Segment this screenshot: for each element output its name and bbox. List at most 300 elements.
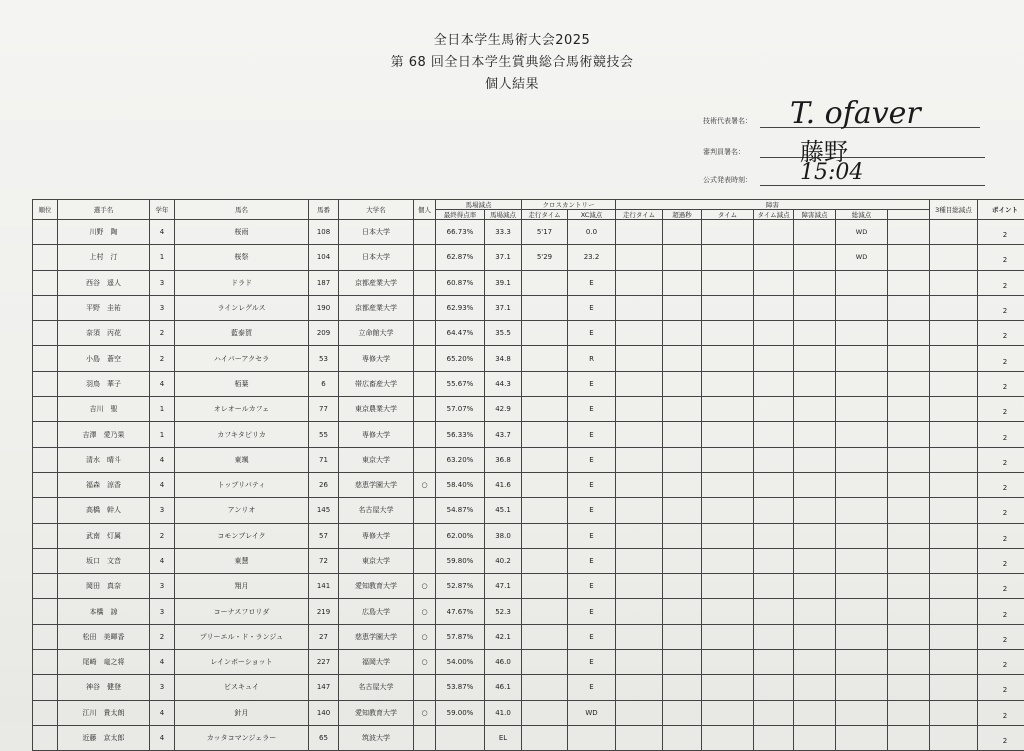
dressage-penalty-cell: 36.8 (485, 447, 522, 472)
jump-over-cell (663, 599, 702, 624)
university-cell: 東京大学 (339, 447, 414, 472)
xc-penalty-cell: E (568, 650, 616, 675)
individual-cell (414, 548, 436, 573)
jump-total-cell (836, 624, 888, 649)
number-cell: 55 (309, 422, 339, 447)
dressage-penalty-cell: 45.1 (485, 498, 522, 523)
jump-time-cell (616, 574, 663, 599)
jump-time-pen-cell (702, 270, 754, 295)
jump-time-cell (616, 599, 663, 624)
jump-time-penalty-cell (754, 498, 794, 523)
jump-time-pen-cell (702, 397, 754, 422)
xc-penalty-cell: E (568, 574, 616, 599)
jump-obstacle-penalty-cell (794, 371, 836, 396)
header-jumping: 障害 (616, 200, 930, 210)
jump-time-penalty-cell (754, 650, 794, 675)
jump-time-pen-cell (702, 675, 754, 700)
competition-title: 第 68 回全日本学生賞典総合馬術競技会 (0, 52, 1024, 74)
dressage-penalty-cell: 43.7 (485, 422, 522, 447)
table-row (33, 371, 1024, 396)
jump-obstacle-penalty-cell (794, 599, 836, 624)
year-cell: 3 (150, 295, 175, 320)
jump-time-pen-cell (702, 624, 754, 649)
year-cell: 4 (150, 371, 175, 396)
dressage-final-cell: 47.67% (436, 599, 485, 624)
xc-penalty-cell: E (568, 447, 616, 472)
points-cell: 2 (978, 650, 1024, 675)
jump-time-cell (616, 220, 663, 245)
jump-obstacle-penalty-cell (794, 270, 836, 295)
table-row (33, 599, 1024, 624)
jump-total-cell (836, 295, 888, 320)
horse-cell: コーナスフロリダ (175, 599, 309, 624)
table-header (33, 200, 1024, 220)
points-cell: 2 (978, 220, 1024, 245)
table-row (33, 574, 1024, 599)
individual-cell (414, 675, 436, 700)
university-cell: 専修大学 (339, 346, 414, 371)
xc-time-cell (522, 498, 568, 523)
horse-cell: ドラド (175, 270, 309, 295)
number-cell: 187 (309, 270, 339, 295)
dressage-final-cell: 62.93% (436, 295, 485, 320)
total-cell (930, 447, 978, 472)
jump-blank-cell (888, 650, 930, 675)
jump-blank-cell (888, 447, 930, 472)
individual-cell (414, 523, 436, 548)
jump-obstacle-penalty-cell (794, 650, 836, 675)
table-row (33, 270, 1024, 295)
xc-penalty-cell (568, 725, 616, 750)
rank-cell (33, 675, 58, 700)
year-cell: 4 (150, 220, 175, 245)
number-cell: 6 (309, 371, 339, 396)
jump-time-penalty-cell (754, 599, 794, 624)
header-university: 大学名 (339, 200, 414, 220)
rank-cell (33, 295, 58, 320)
horse-cell: アンリオ (175, 498, 309, 523)
rider-cell: 平野 圭祐 (58, 295, 150, 320)
dressage-penalty-cell: 34.8 (485, 346, 522, 371)
points-cell: 2 (978, 548, 1024, 573)
dressage-penalty-cell: 46.0 (485, 650, 522, 675)
header-xc-time: 走行タイム (522, 210, 568, 220)
dressage-final-cell: 60.87% (436, 270, 485, 295)
jump-time-cell (616, 295, 663, 320)
points-cell: 2 (978, 346, 1024, 371)
total-cell (930, 220, 978, 245)
jump-time-pen-cell (702, 447, 754, 472)
individual-cell: ○ (414, 472, 436, 497)
number-cell: 72 (309, 548, 339, 573)
jump-total-cell (836, 371, 888, 396)
table-row (33, 624, 1024, 649)
individual-cell (414, 295, 436, 320)
jump-obstacle-penalty-cell (794, 624, 836, 649)
rank-cell (33, 650, 58, 675)
jump-over-cell (663, 650, 702, 675)
judge-label: 審判員署名： (703, 147, 745, 157)
points-cell: 2 (978, 523, 1024, 548)
xc-penalty-cell: E (568, 498, 616, 523)
university-cell: 東京大学 (339, 548, 414, 573)
xc-time-cell (522, 523, 568, 548)
jump-time-pen-cell (702, 321, 754, 346)
year-cell: 3 (150, 675, 175, 700)
total-cell (930, 725, 978, 750)
jump-time-penalty-cell (754, 472, 794, 497)
jump-total-cell (836, 472, 888, 497)
jump-time-pen-cell (702, 472, 754, 497)
jump-obstacle-penalty-cell (794, 523, 836, 548)
total-cell (930, 472, 978, 497)
xc-penalty-cell: E (568, 599, 616, 624)
horse-cell: ハイパーアクセラ (175, 346, 309, 371)
jump-total-cell (836, 447, 888, 472)
xc-penalty-cell: E (568, 624, 616, 649)
horse-cell: 翔月 (175, 574, 309, 599)
university-cell: 東京農業大学 (339, 397, 414, 422)
jump-time-penalty-cell (754, 245, 794, 270)
jump-time-cell (616, 321, 663, 346)
jump-blank-cell (888, 498, 930, 523)
jump-obstacle-penalty-cell (794, 548, 836, 573)
table-row (33, 346, 1024, 371)
rank-cell (33, 321, 58, 346)
points-cell: 2 (978, 321, 1024, 346)
jump-time-cell (616, 725, 663, 750)
dressage-penalty-cell: 52.3 (485, 599, 522, 624)
table-row (33, 220, 1024, 245)
jump-total-cell: WD (836, 220, 888, 245)
xc-time-cell (522, 725, 568, 750)
jump-time-cell (616, 498, 663, 523)
jump-time-penalty-cell (754, 725, 794, 750)
jump-total-cell (836, 346, 888, 371)
dressage-penalty-cell: 38.0 (485, 523, 522, 548)
dressage-final-cell: 55.67% (436, 371, 485, 396)
total-cell (930, 523, 978, 548)
jump-obstacle-penalty-cell (794, 574, 836, 599)
xc-penalty-cell: E (568, 675, 616, 700)
table-row (33, 675, 1024, 700)
horse-cell: オレオールカフェ (175, 397, 309, 422)
header-jump-blank (888, 210, 930, 220)
rank-cell (33, 725, 58, 750)
jump-over-cell (663, 321, 702, 346)
number-cell: 219 (309, 599, 339, 624)
horse-cell: コモンブレイク (175, 523, 309, 548)
xc-time-cell (522, 270, 568, 295)
individual-cell (414, 346, 436, 371)
jump-obstacle-penalty-cell (794, 422, 836, 447)
header-individual: 個人 (414, 200, 436, 220)
number-cell: 53 (309, 346, 339, 371)
jump-time-penalty-cell (754, 220, 794, 245)
dressage-penalty-cell: 47.1 (485, 574, 522, 599)
horse-cell: 東慧 (175, 548, 309, 573)
points-cell: 2 (978, 295, 1024, 320)
jump-time-penalty-cell (754, 447, 794, 472)
total-cell (930, 599, 978, 624)
dressage-final-cell: 59.80% (436, 548, 485, 573)
year-cell: 3 (150, 270, 175, 295)
rank-cell (33, 523, 58, 548)
total-cell (930, 270, 978, 295)
points-cell: 2 (978, 498, 1024, 523)
total-cell (930, 397, 978, 422)
jump-time-cell (616, 397, 663, 422)
rank-cell (33, 472, 58, 497)
xc-time-cell (522, 548, 568, 573)
university-cell: 愛知教育大学 (339, 574, 414, 599)
header-xc: クロスカントリー (522, 200, 616, 210)
dressage-final-cell: 63.20% (436, 447, 485, 472)
dressage-penalty-cell: 46.1 (485, 675, 522, 700)
university-cell: 京都産業大学 (339, 270, 414, 295)
table-row (33, 650, 1024, 675)
dressage-final-cell: 57.07% (436, 397, 485, 422)
official-time-label: 公式発表時刻： (703, 175, 752, 185)
jump-over-cell (663, 472, 702, 497)
number-cell: 108 (309, 220, 339, 245)
points-cell: 2 (978, 675, 1024, 700)
jump-time-cell (616, 371, 663, 396)
jump-time-penalty-cell (754, 675, 794, 700)
jump-blank-cell (888, 675, 930, 700)
jump-over-cell (663, 397, 702, 422)
number-cell: 145 (309, 498, 339, 523)
jump-blank-cell (888, 725, 930, 750)
rank-cell (33, 574, 58, 599)
header-rider: 選手名 (58, 200, 150, 220)
jump-time-pen-cell (702, 498, 754, 523)
dressage-penalty-cell: 37.1 (485, 245, 522, 270)
year-cell: 4 (150, 725, 175, 750)
year-cell: 1 (150, 245, 175, 270)
jump-time-pen-cell (702, 599, 754, 624)
rider-cell: 西谷 遥人 (58, 270, 150, 295)
jump-obstacle-penalty-cell (794, 245, 836, 270)
jump-total-cell (836, 548, 888, 573)
horse-cell: 栢葉 (175, 371, 309, 396)
jump-blank-cell (888, 523, 930, 548)
number-cell: 140 (309, 700, 339, 725)
total-cell (930, 371, 978, 396)
individual-cell: ○ (414, 650, 436, 675)
xc-time-cell (522, 472, 568, 497)
xc-time-cell (522, 675, 568, 700)
individual-cell: ○ (414, 624, 436, 649)
jump-total-cell (836, 523, 888, 548)
header-xc-penalty: XC減点 (568, 210, 616, 220)
individual-cell (414, 220, 436, 245)
jump-blank-cell (888, 220, 930, 245)
xc-time-cell (522, 599, 568, 624)
dressage-penalty-cell: 33.3 (485, 220, 522, 245)
xc-time-cell (522, 574, 568, 599)
rank-cell (33, 397, 58, 422)
individual-cell: ○ (414, 574, 436, 599)
rank-cell (33, 548, 58, 573)
xc-time-cell (522, 447, 568, 472)
jump-over-cell (663, 523, 702, 548)
jump-over-cell (663, 624, 702, 649)
rider-cell: 上村 汀 (58, 245, 150, 270)
jump-blank-cell (888, 397, 930, 422)
jump-over-cell (663, 346, 702, 371)
judge-signature-line (760, 157, 985, 158)
rank-cell (33, 270, 58, 295)
jump-blank-cell (888, 599, 930, 624)
jump-time-pen-cell (702, 574, 754, 599)
jump-time-pen-cell (702, 422, 754, 447)
number-cell: 77 (309, 397, 339, 422)
header-rank: 順位 (33, 200, 58, 220)
jump-total-cell (836, 422, 888, 447)
jump-time-pen-cell (702, 523, 754, 548)
number-cell: 209 (309, 321, 339, 346)
dressage-final-cell: 62.00% (436, 523, 485, 548)
university-cell: 慈恵学園大学 (339, 624, 414, 649)
jump-time-cell (616, 523, 663, 548)
jump-obstacle-penalty-cell (794, 472, 836, 497)
jump-time-penalty-cell (754, 523, 794, 548)
jump-time-penalty-cell (754, 548, 794, 573)
university-cell: 帯広畜産大学 (339, 371, 414, 396)
individual-cell (414, 498, 436, 523)
university-cell: 広島大学 (339, 599, 414, 624)
jump-over-cell (663, 675, 702, 700)
header-jump-obstacle-penalty: 障害減点 (794, 210, 836, 220)
xc-penalty-cell: R (568, 346, 616, 371)
individual-cell (414, 422, 436, 447)
jump-total-cell (836, 498, 888, 523)
number-cell: 147 (309, 675, 339, 700)
table-row (33, 725, 1024, 750)
number-cell: 27 (309, 624, 339, 649)
total-cell (930, 245, 978, 270)
xc-time-cell (522, 371, 568, 396)
rider-cell: 吉澤 愛乃果 (58, 422, 150, 447)
jump-obstacle-penalty-cell (794, 220, 836, 245)
table-row (33, 447, 1024, 472)
jump-time-cell (616, 472, 663, 497)
jump-time-cell (616, 624, 663, 649)
jump-total-cell (836, 725, 888, 750)
rider-cell: 松田 美暉香 (58, 624, 150, 649)
jump-obstacle-penalty-cell (794, 321, 836, 346)
rider-cell: 奈須 丙花 (58, 321, 150, 346)
university-cell: 筑波大学 (339, 725, 414, 750)
jump-time-cell (616, 447, 663, 472)
rider-cell: 岡田 真奈 (58, 574, 150, 599)
table-body (33, 220, 1024, 751)
total-cell (930, 675, 978, 700)
xc-penalty-cell: WD (568, 700, 616, 725)
header-jump-time-penalty: タイム減点 (754, 210, 794, 220)
dressage-final-cell: 56.33% (436, 422, 485, 447)
xc-penalty-cell: E (568, 371, 616, 396)
horse-cell: カッタコマンジェラー (175, 725, 309, 750)
header-jump-total: 総減点 (836, 210, 888, 220)
number-cell: 227 (309, 650, 339, 675)
number-cell: 65 (309, 725, 339, 750)
horse-cell: プリーエル・ド・ランジュ (175, 624, 309, 649)
jump-time-penalty-cell (754, 270, 794, 295)
dressage-final-cell: 57.87% (436, 624, 485, 649)
jump-blank-cell (888, 472, 930, 497)
jump-obstacle-penalty-cell (794, 725, 836, 750)
points-cell: 2 (978, 700, 1024, 725)
table-row (33, 321, 1024, 346)
jump-obstacle-penalty-cell (794, 346, 836, 371)
rider-cell: 神谷 健登 (58, 675, 150, 700)
points-cell: 2 (978, 624, 1024, 649)
xc-time-cell (522, 295, 568, 320)
total-cell (930, 574, 978, 599)
results-table (32, 199, 1024, 751)
dressage-penalty-cell: 37.1 (485, 295, 522, 320)
university-cell: 名古屋大学 (339, 498, 414, 523)
header-jump-time: 走行タイム (616, 210, 663, 220)
table-row (33, 548, 1024, 573)
jump-over-cell (663, 371, 702, 396)
jump-time-cell (616, 548, 663, 573)
table-row (33, 498, 1024, 523)
table-row (33, 523, 1024, 548)
xc-penalty-cell: E (568, 397, 616, 422)
jump-time-penalty-cell (754, 422, 794, 447)
number-cell: 104 (309, 245, 339, 270)
table-row (33, 295, 1024, 320)
jump-time-penalty-cell (754, 295, 794, 320)
jump-blank-cell (888, 574, 930, 599)
dressage-final-cell: 54.87% (436, 498, 485, 523)
individual-cell (414, 397, 436, 422)
xc-time-cell (522, 624, 568, 649)
year-cell: 3 (150, 498, 175, 523)
xc-time-cell (522, 422, 568, 447)
dressage-penalty-cell: 42.9 (485, 397, 522, 422)
year-cell: 4 (150, 700, 175, 725)
horse-cell: ラインレグルス (175, 295, 309, 320)
jump-obstacle-penalty-cell (794, 295, 836, 320)
rider-cell: 福森 涼香 (58, 472, 150, 497)
jump-over-cell (663, 498, 702, 523)
jump-time-pen-cell (702, 650, 754, 675)
individual-cell: ○ (414, 599, 436, 624)
jump-time-cell (616, 675, 663, 700)
dressage-final-cell: 52.87% (436, 574, 485, 599)
dressage-final-cell: 64.47% (436, 321, 485, 346)
rider-cell: 清水 晴斗 (58, 447, 150, 472)
dressage-penalty-cell: 41.0 (485, 700, 522, 725)
jump-time-pen-cell (702, 725, 754, 750)
jump-total-cell (836, 599, 888, 624)
horse-cell: カフキタピリカ (175, 422, 309, 447)
year-cell: 4 (150, 548, 175, 573)
university-cell: 福岡大学 (339, 650, 414, 675)
university-cell: 慈恵学園大学 (339, 472, 414, 497)
jump-over-cell (663, 548, 702, 573)
xc-penalty-cell: E (568, 270, 616, 295)
total-cell (930, 624, 978, 649)
dressage-penalty-cell: EL (485, 725, 522, 750)
points-cell: 2 (978, 397, 1024, 422)
jump-total-cell (836, 270, 888, 295)
university-cell: 日本大学 (339, 220, 414, 245)
